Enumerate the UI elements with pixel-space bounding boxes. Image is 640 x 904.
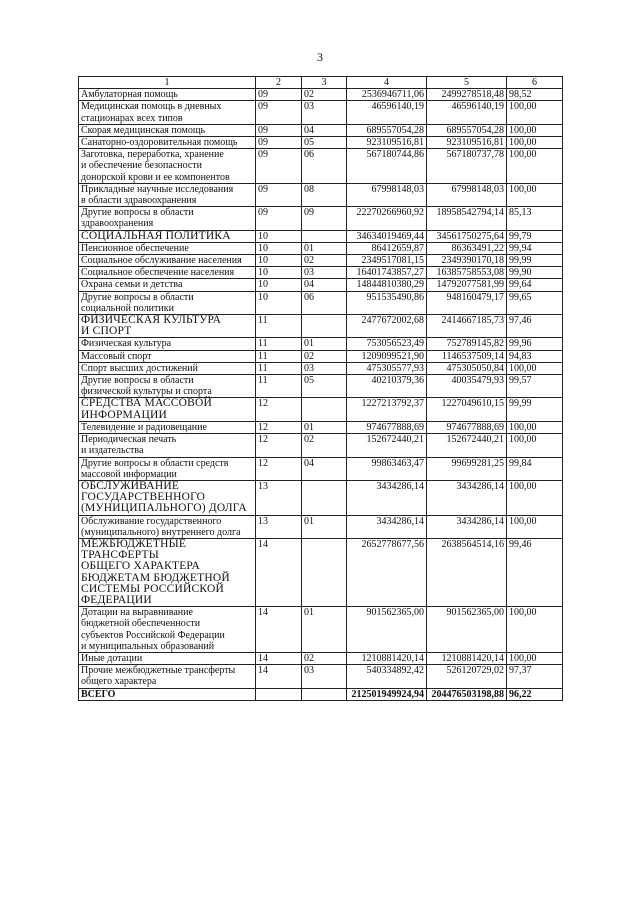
section-code: 12: [256, 457, 302, 480]
subsection-code: [302, 538, 347, 606]
subsection-code: 02: [302, 652, 347, 664]
row-name-line: Другие вопросы в области: [81, 375, 194, 387]
table-row: [79, 101, 563, 124]
subsection-code: 08: [302, 183, 347, 206]
row-name: [79, 207, 256, 230]
execution-percent: 94,83: [507, 350, 563, 362]
section-code: 14: [256, 665, 302, 688]
actual-amount: 14792077581,99: [427, 279, 507, 291]
subsection-code: 01: [302, 607, 347, 653]
actual-amount: 752789145,82: [427, 338, 507, 350]
planned-amount: 974677888,69: [347, 421, 427, 433]
row-name-line: И СПОРТ: [81, 325, 132, 338]
subsection-code: 04: [302, 457, 347, 480]
subsection-code: [302, 230, 347, 242]
section-code: 11: [256, 350, 302, 362]
actual-amount: 16385758553,08: [427, 267, 507, 279]
actual-amount: 2638564514,16: [427, 538, 507, 606]
section-code: 13: [256, 480, 302, 515]
row-name: [79, 434, 256, 457]
row-name-line: Массовый спорт: [81, 350, 152, 362]
section-code: 10: [256, 279, 302, 291]
execution-percent: 100,00: [507, 362, 563, 374]
actual-amount: 86363491,22: [427, 242, 507, 254]
planned-amount: 22270266960,92: [347, 207, 427, 230]
planned-amount: 14844810380,29: [347, 279, 427, 291]
planned-amount: 540334892,42: [347, 665, 427, 688]
actual-amount: 204476503198,88: [427, 688, 507, 700]
section-code: 14: [256, 607, 302, 653]
execution-percent: 99,57: [507, 375, 563, 398]
section-code: 12: [256, 434, 302, 457]
row-name: [79, 230, 256, 242]
row-name-line: ОБЩЕГО ХАРАКТЕРА: [81, 560, 201, 573]
subsection-code: 01: [302, 242, 347, 254]
header-col-3: 3: [302, 77, 347, 89]
row-name: [79, 421, 256, 433]
section-row: [79, 538, 563, 606]
section-row: [79, 315, 563, 338]
row-name: [79, 315, 256, 338]
planned-amount: 689557054,28: [347, 124, 427, 136]
execution-percent: 99,94: [507, 242, 563, 254]
row-name: [79, 652, 256, 664]
row-name-line: Физическая культура: [81, 338, 172, 350]
execution-percent: 100,00: [507, 149, 563, 184]
execution-percent: 99,96: [507, 338, 563, 350]
subsection-code: 01: [302, 421, 347, 433]
actual-amount: 2414667185,73: [427, 315, 507, 338]
planned-amount: 67998148,03: [347, 183, 427, 206]
execution-percent: 99,46: [507, 538, 563, 606]
row-name: [79, 124, 256, 136]
actual-amount: 67998148,03: [427, 183, 507, 206]
planned-amount: 951535490,86: [347, 291, 427, 314]
row-name: [79, 291, 256, 314]
section-code: 11: [256, 315, 302, 338]
row-name-line: Телевидение и радиовещание: [81, 421, 207, 433]
planned-amount: 2477672002,68: [347, 315, 427, 338]
row-name: [79, 338, 256, 350]
section-code: 09: [256, 183, 302, 206]
table-row: [79, 124, 563, 136]
section-code: 09: [256, 101, 302, 124]
budget-execution-table: [78, 76, 563, 701]
planned-amount: 475305577,93: [347, 362, 427, 374]
subsection-code: 04: [302, 279, 347, 291]
table-row: [79, 515, 563, 538]
header-col-4: 4: [347, 77, 427, 89]
row-name-line: Другие вопросы в области средств: [81, 457, 229, 469]
row-name-line: Амбулаторная помощь: [81, 89, 178, 101]
subsection-code: 05: [302, 137, 347, 149]
actual-amount: 2499278518,48: [427, 89, 507, 101]
actual-amount: 974677888,69: [427, 421, 507, 433]
row-name-line: ВСЕГО: [81, 688, 116, 700]
section-code: 10: [256, 267, 302, 279]
actual-amount: 948160479,17: [427, 291, 507, 314]
section-code: 10: [256, 230, 302, 242]
section-code: 09: [256, 137, 302, 149]
section-code: 13: [256, 515, 302, 538]
header-col-2: 2: [256, 77, 302, 89]
planned-amount: 3434286,14: [347, 515, 427, 538]
row-name: [79, 255, 256, 267]
planned-amount: 86412659,87: [347, 242, 427, 254]
row-name: [79, 538, 256, 606]
table-row: [79, 362, 563, 374]
planned-amount: 1227213792,37: [347, 398, 427, 421]
row-name-line: Заготовка, переработка, хранение: [81, 149, 224, 161]
execution-percent: 97,37: [507, 665, 563, 688]
row-name-line: СОЦИАЛЬНАЯ ПОЛИТИКА: [81, 229, 231, 242]
subsection-code: 09: [302, 207, 347, 230]
subsection-code: 04: [302, 124, 347, 136]
execution-percent: 99,99: [507, 255, 563, 267]
subsection-code: [302, 688, 347, 700]
actual-amount: 18958542794,14: [427, 207, 507, 230]
subsection-code: 03: [302, 362, 347, 374]
table-row: [79, 421, 563, 433]
subsection-code: 02: [302, 255, 347, 267]
table-row: [79, 242, 563, 254]
row-name: [79, 350, 256, 362]
table-row: [79, 89, 563, 101]
section-code: 11: [256, 362, 302, 374]
planned-amount: 1209099521,90: [347, 350, 427, 362]
subsection-code: 03: [302, 101, 347, 124]
section-code: 14: [256, 652, 302, 664]
row-name-line: Прикладные научные исследования: [81, 183, 234, 195]
table-row: [79, 607, 563, 653]
section-code: 14: [256, 538, 302, 606]
table-row: [79, 665, 563, 688]
row-name: [79, 398, 256, 421]
planned-amount: 753056523,49: [347, 338, 427, 350]
table-row: [79, 457, 563, 480]
table-row: [79, 338, 563, 350]
actual-amount: 34561750275,64: [427, 230, 507, 242]
total-row: [79, 688, 563, 700]
row-name-line: общего характера: [81, 676, 157, 688]
row-name: [79, 279, 256, 291]
row-name: [79, 149, 256, 184]
execution-percent: 98,52: [507, 89, 563, 101]
row-name: [79, 137, 256, 149]
section-code: 10: [256, 242, 302, 254]
row-name-line: ИНФОРМАЦИИ: [81, 408, 167, 421]
table-row: [79, 183, 563, 206]
section-code: 09: [256, 149, 302, 184]
subsection-code: 06: [302, 149, 347, 184]
planned-amount: 152672440,21: [347, 434, 427, 457]
row-name-line: массовой информации: [81, 468, 177, 480]
execution-percent: 97,46: [507, 315, 563, 338]
actual-amount: 1227049610,15: [427, 398, 507, 421]
section-row: [79, 480, 563, 515]
subsection-code: [302, 315, 347, 338]
row-name-line: и издательства: [81, 445, 144, 457]
row-name: [79, 89, 256, 101]
header-col-5: 5: [427, 77, 507, 89]
actual-amount: 1210881420,14: [427, 652, 507, 664]
table-row: [79, 267, 563, 279]
row-name: [79, 457, 256, 480]
row-name-line: стационарах всех типов: [81, 112, 183, 124]
header-col-6: 6: [507, 77, 563, 89]
planned-amount: 34634019469,44: [347, 230, 427, 242]
subsection-code: 01: [302, 515, 347, 538]
row-name-line: Социальное обеспечение населения: [81, 267, 235, 279]
table-row: [79, 255, 563, 267]
execution-percent: 100,00: [507, 183, 563, 206]
row-name: [79, 267, 256, 279]
subsection-code: 03: [302, 267, 347, 279]
actual-amount: 923109516,81: [427, 137, 507, 149]
section-code: 11: [256, 338, 302, 350]
execution-percent: 100,00: [507, 137, 563, 149]
subsection-code: 03: [302, 665, 347, 688]
actual-amount: 46596140,19: [427, 101, 507, 124]
table-header-row: [79, 77, 563, 89]
table-row: [79, 137, 563, 149]
section-code: 11: [256, 375, 302, 398]
actual-amount: 689557054,28: [427, 124, 507, 136]
actual-amount: 3434286,14: [427, 515, 507, 538]
actual-amount: 475305050,84: [427, 362, 507, 374]
planned-amount: 2349517081,15: [347, 255, 427, 267]
execution-percent: 99,99: [507, 398, 563, 421]
header-col-1: 1: [79, 77, 256, 89]
row-name-line: субъектов Российской Федерации: [81, 629, 225, 641]
subsection-code: [302, 398, 347, 421]
row-name-line: Социальное обслуживание населения: [81, 255, 242, 267]
subsection-code: 02: [302, 350, 347, 362]
row-name-line: социальной политики: [81, 302, 174, 314]
execution-percent: 99,79: [507, 230, 563, 242]
row-name-line: СИСТЕМЫ РОССИЙСКОЙ: [81, 582, 225, 595]
row-name-line: здравоохранения: [81, 218, 154, 230]
row-name-line: Скорая медицинская помощь: [81, 124, 206, 136]
planned-amount: 2536946711,06: [347, 89, 427, 101]
section-row: [79, 230, 563, 242]
row-name-line: БЮДЖЕТАМ БЮДЖЕТНОЙ: [81, 571, 230, 584]
execution-percent: 96,22: [507, 688, 563, 700]
planned-amount: 923109516,81: [347, 137, 427, 149]
execution-percent: 100,00: [507, 652, 563, 664]
page-number: 3: [317, 50, 323, 64]
subsection-code: 05: [302, 375, 347, 398]
row-name-line: МЕЖБЮДЖЕТНЫЕ ТРАНСФЕРТЫ: [81, 537, 187, 562]
section-code: 09: [256, 207, 302, 230]
execution-percent: 100,00: [507, 515, 563, 538]
planned-amount: 1210881420,14: [347, 652, 427, 664]
row-name-line: Другие вопросы в области: [81, 291, 194, 303]
row-name-line: Другие вопросы в области: [81, 207, 194, 219]
execution-percent: 100,00: [507, 101, 563, 124]
execution-percent: 100,00: [507, 421, 563, 433]
row-name-line: ГОСУДАРСТВЕННОГО: [81, 491, 206, 504]
table-row: [79, 207, 563, 230]
section-code: [256, 688, 302, 700]
row-name: [79, 362, 256, 374]
section-code: 10: [256, 291, 302, 314]
execution-percent: 99,90: [507, 267, 563, 279]
row-name-line: Прочие межбюджетные трансферты: [81, 665, 236, 677]
row-name: [79, 101, 256, 124]
row-name-line: Спорт высших достижений: [81, 362, 198, 374]
table-row: [79, 279, 563, 291]
section-code: 12: [256, 398, 302, 421]
execution-percent: 100,00: [507, 607, 563, 653]
row-name: [79, 480, 256, 515]
actual-amount: 40035479,93: [427, 375, 507, 398]
execution-percent: 99,65: [507, 291, 563, 314]
row-name: [79, 607, 256, 653]
section-code: 12: [256, 421, 302, 433]
row-name-line: Периодическая печать: [81, 434, 177, 446]
planned-amount: 46596140,19: [347, 101, 427, 124]
execution-percent: 100,00: [507, 434, 563, 457]
actual-amount: 526120729,02: [427, 665, 507, 688]
planned-amount: 99863463,47: [347, 457, 427, 480]
row-name: [79, 183, 256, 206]
row-name-line: ФИЗИЧЕСКАЯ КУЛЬТУРА: [81, 314, 222, 327]
table-row: [79, 149, 563, 184]
table-row: [79, 375, 563, 398]
row-name-line: Дотации на выравнивание: [81, 607, 193, 619]
table-row: [79, 291, 563, 314]
actual-amount: 99699281,25: [427, 457, 507, 480]
row-name-line: Санаторно-оздоровительная помощь: [81, 137, 238, 149]
planned-amount: 901562365,00: [347, 607, 427, 653]
actual-amount: 567180737,78: [427, 149, 507, 184]
section-row: [79, 398, 563, 421]
row-name-line: бюджетной обеспеченности: [81, 618, 201, 630]
row-name-line: (муниципального) внутреннего долга: [81, 526, 241, 538]
planned-amount: 567180744,86: [347, 149, 427, 184]
actual-amount: 152672440,21: [427, 434, 507, 457]
row-name: [79, 665, 256, 688]
execution-percent: 99,84: [507, 457, 563, 480]
table-body: [79, 89, 563, 701]
row-name-line: ОБСЛУЖИВАНИЕ: [81, 479, 180, 492]
planned-amount: 3434286,14: [347, 480, 427, 515]
execution-percent: 85,13: [507, 207, 563, 230]
section-code: 09: [256, 89, 302, 101]
subsection-code: 02: [302, 89, 347, 101]
execution-percent: 100,00: [507, 480, 563, 515]
planned-amount: 2652778677,56: [347, 538, 427, 606]
row-name-line: донорской крови и ее компонентов: [81, 171, 230, 183]
row-name-line: в области здравоохранения: [81, 195, 197, 207]
planned-amount: 40210379,36: [347, 375, 427, 398]
execution-percent: 99,64: [507, 279, 563, 291]
table-row: [79, 652, 563, 664]
subsection-code: 06: [302, 291, 347, 314]
row-name: [79, 688, 256, 700]
actual-amount: 3434286,14: [427, 480, 507, 515]
row-name: [79, 242, 256, 254]
actual-amount: 2349390170,18: [427, 255, 507, 267]
section-code: 10: [256, 255, 302, 267]
section-code: 09: [256, 124, 302, 136]
row-name-line: и муниципальных образований: [81, 640, 215, 652]
actual-amount: 1146537509,14: [427, 350, 507, 362]
subsection-code: 01: [302, 338, 347, 350]
execution-percent: 100,00: [507, 124, 563, 136]
row-name-line: Медицинская помощь в дневных: [81, 101, 222, 113]
planned-amount: 16401743857,27: [347, 267, 427, 279]
subsection-code: [302, 480, 347, 515]
row-name-line: физической культуры и спорта: [81, 386, 212, 398]
row-name-line: Пенсионное обеспечение: [81, 242, 189, 254]
table-row: [79, 350, 563, 362]
planned-amount: 212501949924,94: [347, 688, 427, 700]
row-name-line: Иные дотации: [81, 652, 143, 664]
row-name: [79, 515, 256, 538]
row-name-line: (МУНИЦИПАЛЬНОГО) ДОЛГА: [81, 502, 247, 515]
row-name: [79, 375, 256, 398]
subsection-code: 02: [302, 434, 347, 457]
row-name-line: СРЕДСТВА МАССОВОЙ: [81, 397, 213, 410]
row-name-line: Обслуживание государственного: [81, 515, 222, 527]
row-name-line: Охрана семьи и детства: [81, 279, 183, 291]
actual-amount: 901562365,00: [427, 607, 507, 653]
row-name-line: ФЕДЕРАЦИИ: [81, 593, 152, 606]
table-row: [79, 434, 563, 457]
row-name-line: и обеспечение безопасности: [81, 160, 202, 172]
